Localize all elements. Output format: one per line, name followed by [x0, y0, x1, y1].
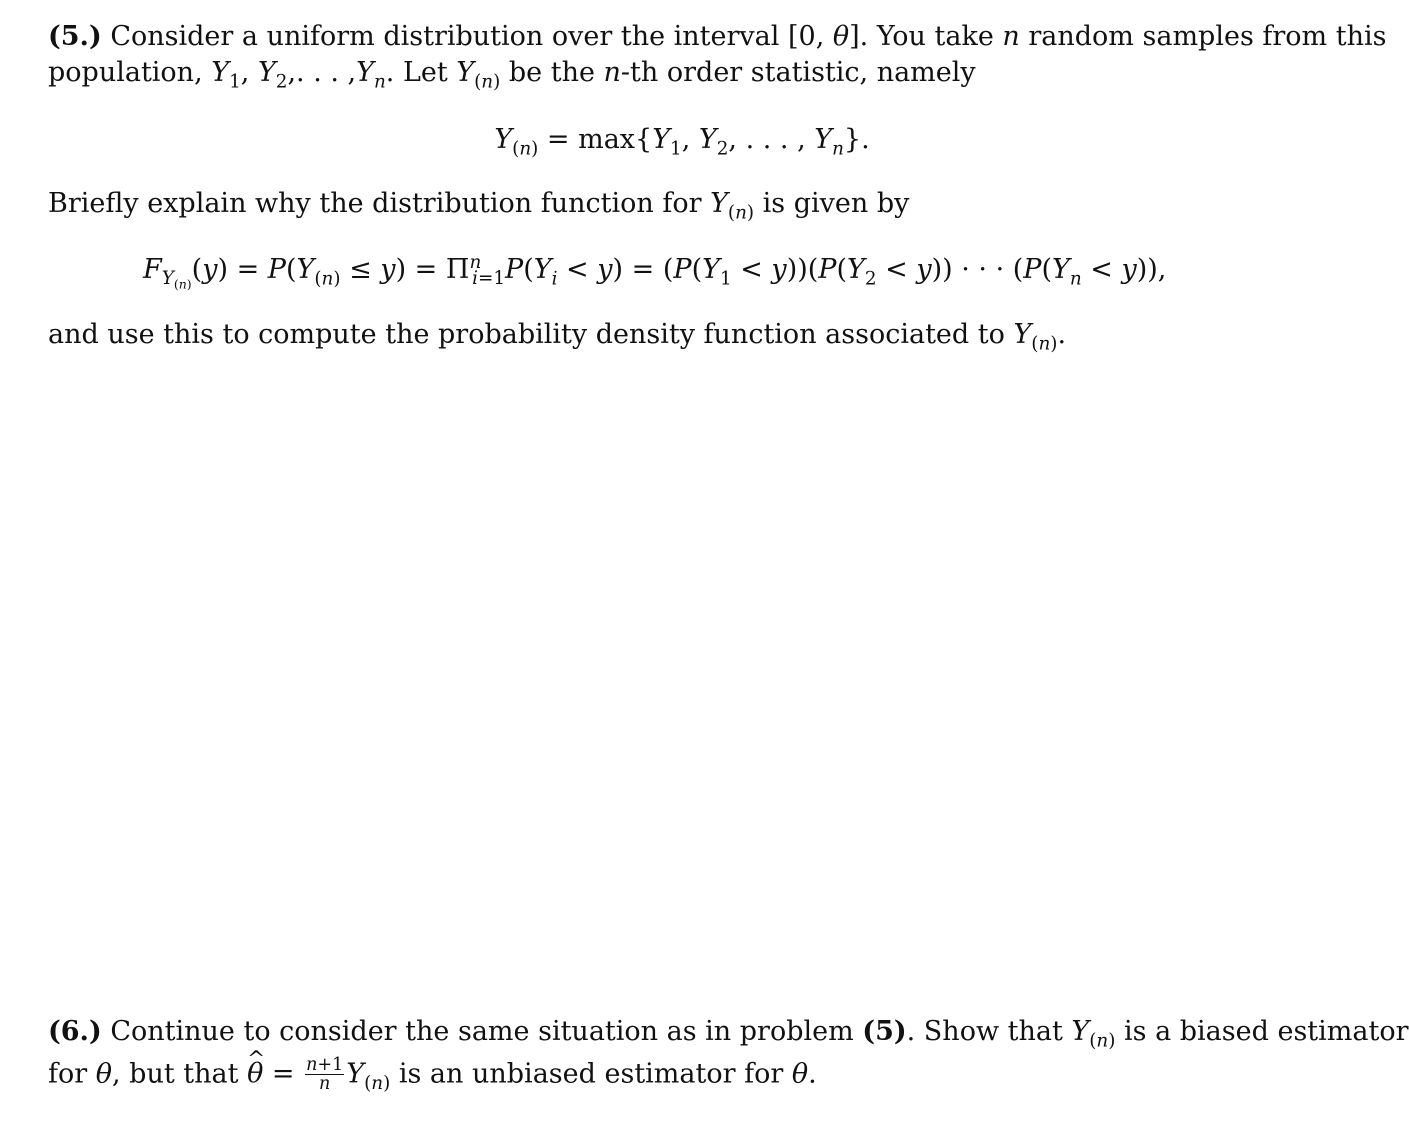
cdf-equation: $F_{Y_{(n)}}(y) = P(Y_{(n)} \le y) = \Pi^n_{i=1}P(Y_i < y) = (P(Y_1 < y))(P(Y_2 < y))$ · · · $(P(Y_n < y))$,	[143, 251, 1167, 292]
problem-5-line-4: and use this to compute the probability density function associated to $Y_{(n)}$.	[48, 319, 1067, 355]
problem-5-line-2: population, $Y_1$, $Y_2$,. . . $,Y_n$. Let $Y_{(n)}$ be the n-th order statistic, namely	[48, 57, 976, 93]
problem-6-text-1: Continue to consider the same situation as in problem (5). Show that $Y_{(n)}$ is a biased estimator	[110, 1016, 1409, 1052]
max-definition-equation: $Y_{(n)} = \max\{Y_1$, $Y_2$, . . . , $Y_n$}.	[494, 124, 870, 160]
problem-6-number: (6.)	[48, 1016, 102, 1047]
problem-6-line-2: for θ, but that ^ θ = $\frac{n+1}{n}$ $Y_{(n)}$ is an unbiased estimator for θ.	[48, 1056, 817, 1094]
problem-5-number: (5.)	[48, 21, 102, 52]
problem-5-text-1: Consider a uniform distribution over the interval [0, θ]. You take n random samples from this	[110, 21, 1387, 52]
problem-5-line-1	[48, 19, 1386, 55]
problem-5-line-3: Briefly explain why the distribution function for $Y_{(n)}$ is given by	[48, 188, 910, 224]
